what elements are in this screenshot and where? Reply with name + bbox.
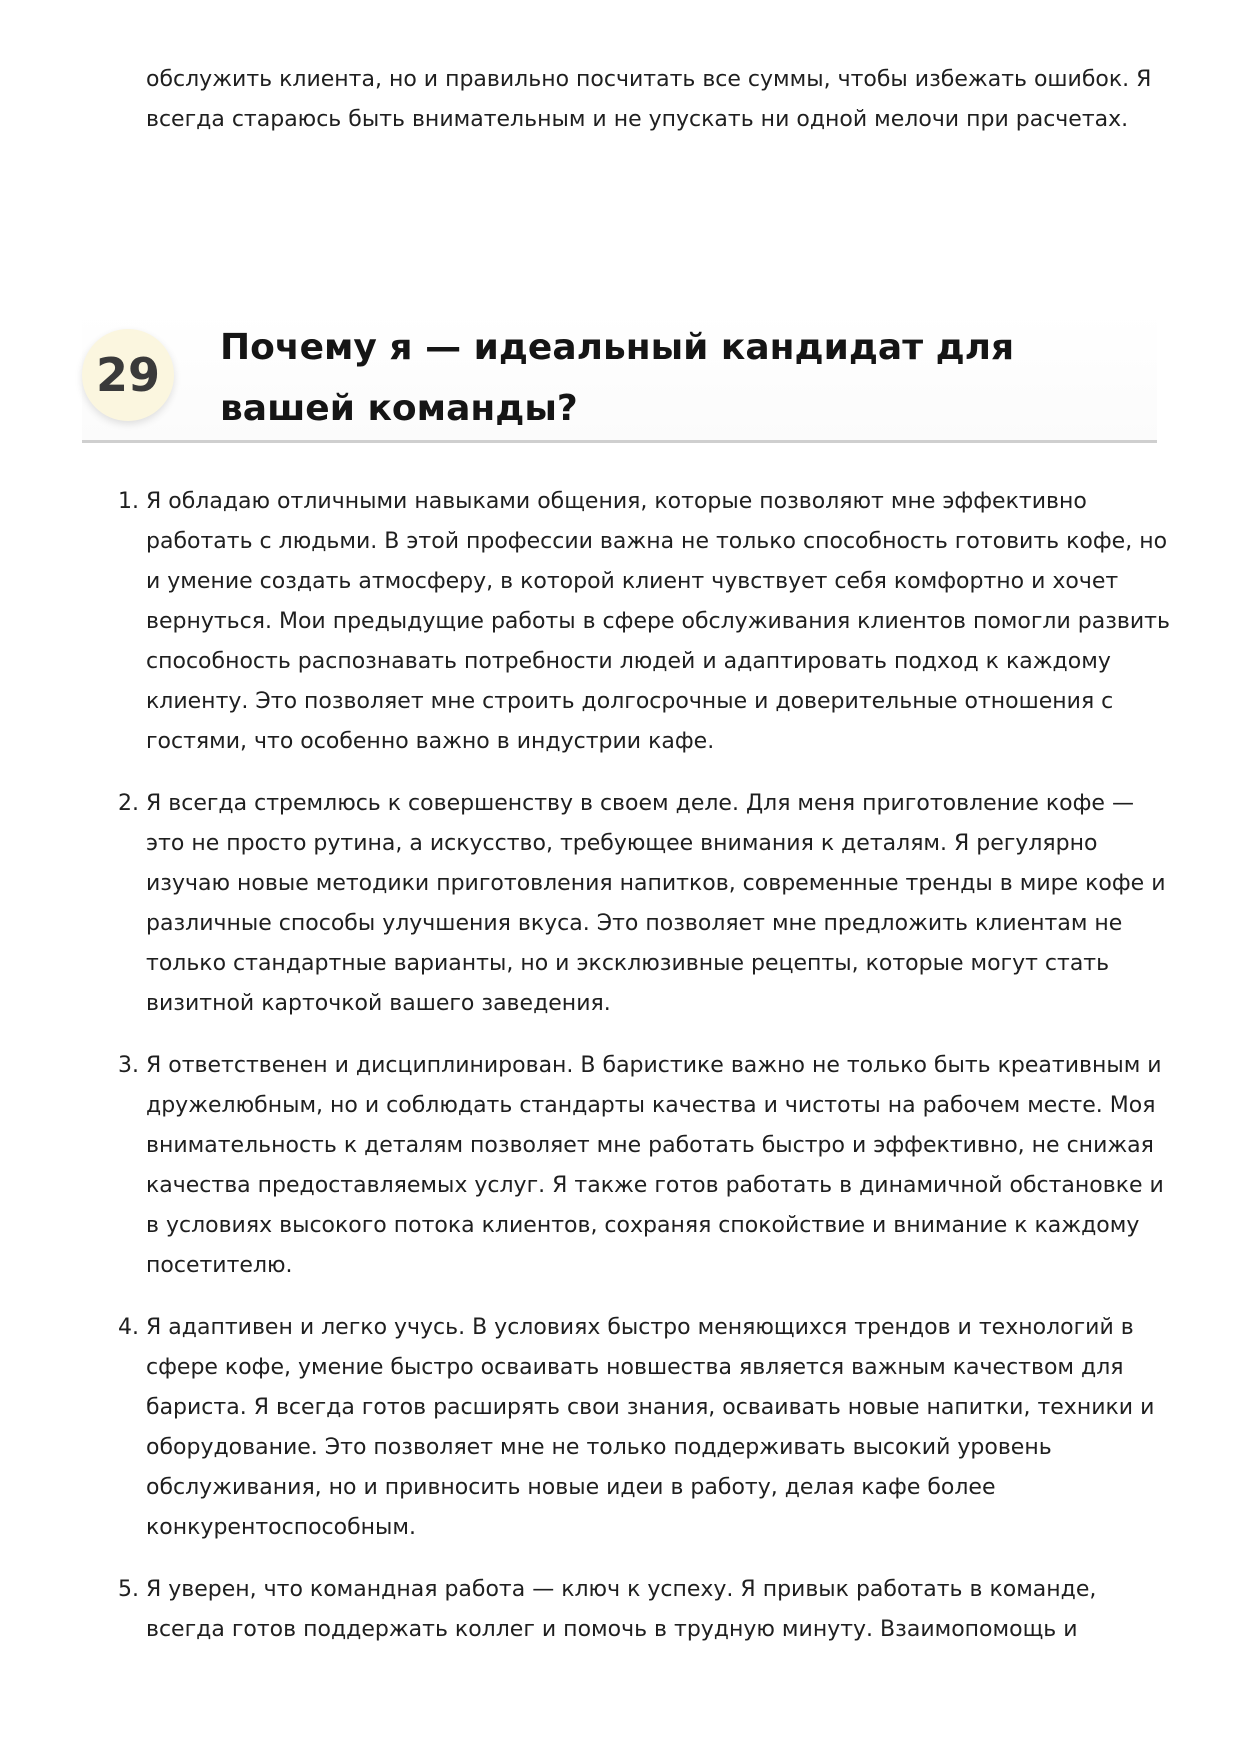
intro-paragraph: обслужить клиента, но и правильно посчитать все суммы, чтобы избежать ошибок. Я всегда стараюсь быть внимательным и не упускать ни одной мелочи при расчетах. xyxy=(146,67,1152,132)
list-item xyxy=(115,1570,1170,1650)
list-item-text: Я ответственен и дисциплинирован. В баристике важно не только быть креативным и дружелюбным, но и соблюдать стандарты качества и чистоты на рабочем месте. Моя внимательность к деталям позволяет мне работать быстро и эффективно, не снижая качества предоставляемых услуг. Я также готов работать в динамичной обстановке и в условиях высокого потока клиентов, сохраняя спокойствие и внимание к каждому посетителю. xyxy=(146,1053,1164,1278)
list-item xyxy=(115,482,1170,762)
list-item-text: Я всегда стремлюсь к совершенству в своем деле. Для меня приготовление кофе — это не просто рутина, а искусство, требующее внимания к деталям. Я регулярно изучаю новые методики приготовления напитков, современные тренды в мире кофе и различные способы улучшения вкуса. Это позволяет мне предложить клиентам не только стандартные варианты, но и эксклюзивные рецепты, которые могут стать визитной карточкой вашего заведения. xyxy=(146,791,1166,1016)
list-item xyxy=(115,1046,1170,1286)
list-item-text: Я уверен, что командная работа — ключ к успеху. Я привык работать в команде, всегда готов поддержать коллег и помочь в трудную минуту. Взаимопомощь и xyxy=(146,1577,1097,1642)
reasons-list xyxy=(115,482,1170,1672)
list-item xyxy=(115,784,1170,1024)
list-item-number: 1. xyxy=(118,489,139,514)
list-item-text: Я адаптивен и легко учусь. В условиях быстро меняющихся трендов и технологий в сфере кофе, умение быстро осваивать новшества является важным качеством для бариста. Я всегда готов расширять свои знания, осваивать новые напитки, техники и оборудование. Это позволяет мне не только поддерживать высокий уровень обслуживания, но и привносить новые идеи в работу, делая кафе более конкурентоспособным. xyxy=(146,1315,1155,1540)
list-item-text: Я обладаю отличными навыками общения, которые позволяют мне эффективно работать с людьми. В этой профессии важна не только способность готовить кофе, но и умение создать атмосферу, в которой клиент чувствует себя комфортно и хочет вернуться. Мои предыдущие работы в сфере обслуживания клиентов помогли развить способность распознавать потребности людей и адаптировать подход к каждому клиенту. Это позволяет мне строить долгосрочные и доверительные отношения с гостями, что особенно важно в индустрии кафе. xyxy=(146,489,1170,754)
section-header xyxy=(82,311,1157,443)
list-item xyxy=(115,1308,1170,1548)
list-item-number: 4. xyxy=(118,1315,139,1340)
list-item-number: 5. xyxy=(118,1577,139,1602)
section-title: Почему я — идеальный кандидат для вашей команды? xyxy=(220,327,1015,429)
list-item-number: 3. xyxy=(118,1053,139,1078)
section-number-badge: 29 xyxy=(82,329,174,421)
list-item-number: 2. xyxy=(118,791,139,816)
